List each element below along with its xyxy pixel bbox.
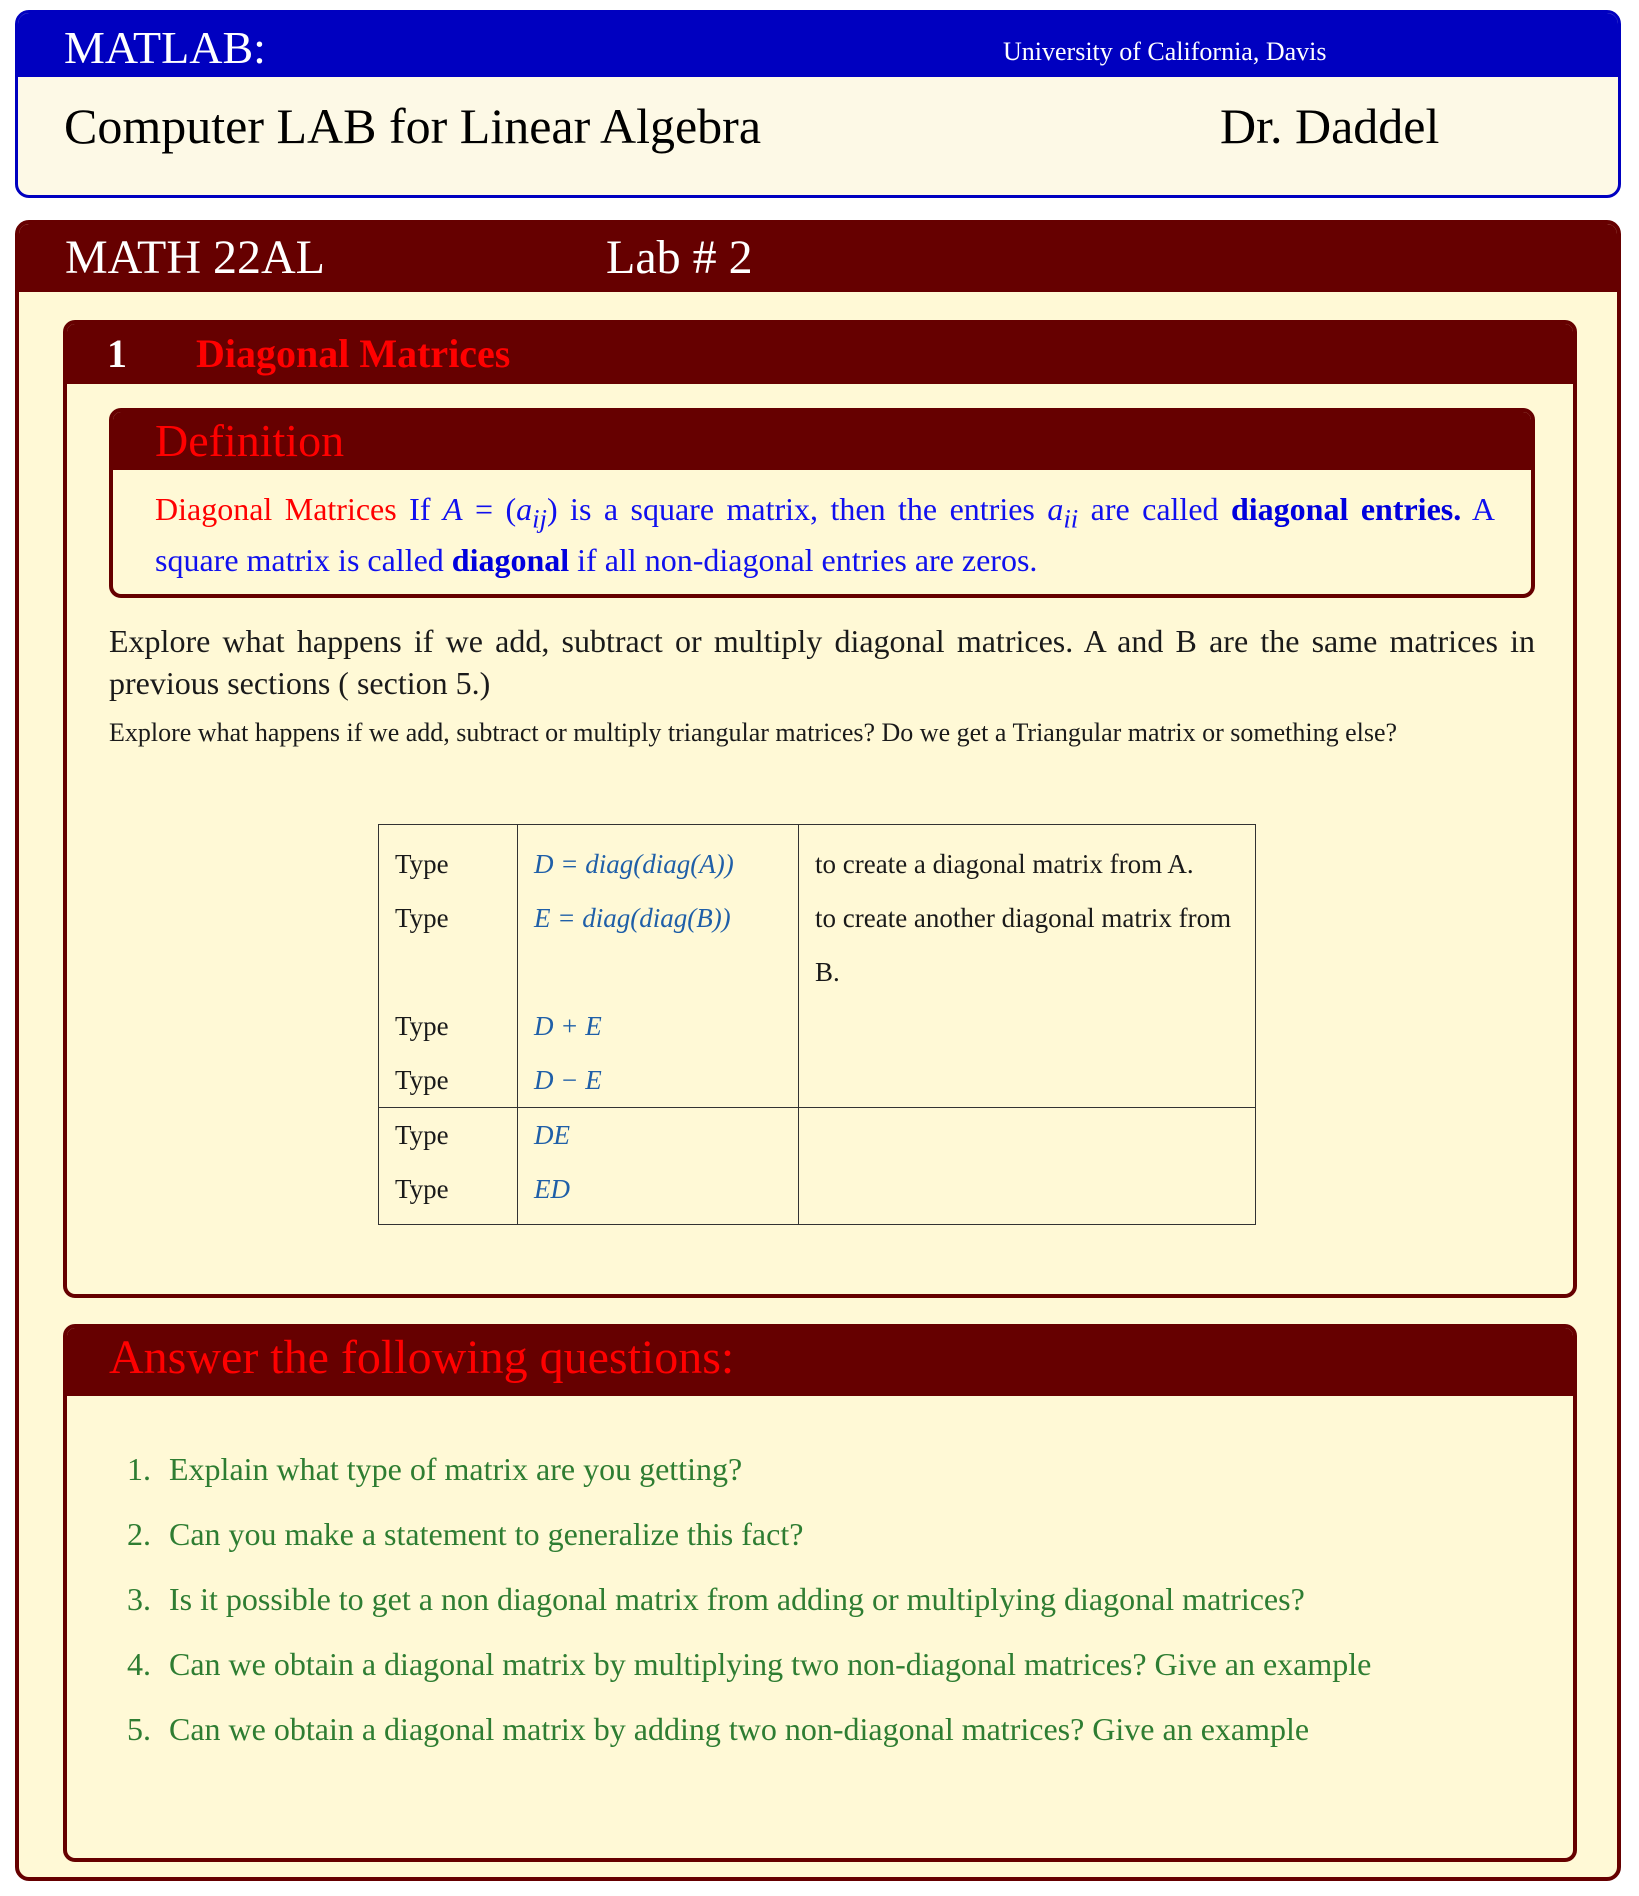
definition-text-part: If	[396, 491, 443, 527]
header-box	[15, 10, 1621, 198]
header-title: MATLAB:	[64, 22, 266, 73]
note-cell	[799, 1053, 1256, 1108]
author-name: Dr. Daddel	[1220, 98, 1440, 154]
definition-box	[109, 408, 1535, 598]
math-A: A	[442, 491, 463, 527]
table-row	[379, 1108, 1256, 1163]
command-cell: ED	[518, 1162, 799, 1225]
action-cell: Type	[379, 1108, 518, 1163]
bold-diagonal: diagonal	[451, 542, 570, 579]
table-row	[379, 891, 1256, 999]
definition-text-part: A square matrix is called	[155, 491, 1496, 579]
questions-box	[63, 1324, 1577, 1862]
definition-text-part: ) is a square matrix, then the entries	[546, 491, 1048, 527]
math-subscript-ij: ij	[532, 503, 547, 534]
math-subscript-ii: ii	[1063, 503, 1079, 534]
table-row	[379, 1053, 1256, 1108]
question-item	[127, 1708, 1511, 1750]
section-box	[63, 320, 1577, 1298]
question-item	[127, 1643, 1511, 1685]
course-code: MATH 22AL	[65, 231, 325, 284]
note-cell: to create another diagonal matrix from B.	[799, 891, 1256, 999]
math-a: a	[516, 491, 533, 527]
note-cell	[799, 1162, 1256, 1225]
note-cell	[799, 1108, 1256, 1163]
lab-number: Lab # 2	[606, 231, 753, 284]
questions-heading: Answer the following questions:	[109, 1331, 735, 1384]
note-cell	[799, 999, 1256, 1053]
definition-heading: Definition	[155, 415, 345, 466]
course-title: Computer LAB for Linear Algebra	[64, 98, 762, 154]
question-number: 4.	[127, 1646, 151, 1682]
action-cell: Type	[379, 1053, 518, 1108]
question-number: 1.	[127, 1451, 151, 1487]
table-row	[379, 999, 1256, 1053]
definition-text	[155, 488, 1495, 581]
question-text: Can you make a statement to generalize this fact?	[169, 1516, 804, 1552]
bold-diagonal-entries: diagonal entries.	[1230, 491, 1462, 527]
command-cell: D − E	[518, 1053, 799, 1108]
questions-list	[127, 1448, 1511, 1773]
action-cell: Type	[379, 999, 518, 1053]
command-cell: E = diag(diag(B))	[518, 891, 799, 999]
explore-paragraph-triangular: Explore what happens if we add, subtract or multiply triangular matrices? Do we get a Triangular matrix or something else?	[109, 718, 1398, 747]
definition-text-part: if all non-diagonal entries are zeros.	[569, 542, 1038, 579]
definition-text-part: are called	[1078, 491, 1231, 527]
question-number: 5.	[127, 1711, 151, 1747]
university-name: University of California, Davis	[1003, 37, 1327, 66]
command-cell: D + E	[518, 999, 799, 1053]
command-cell: D = diag(diag(A))	[518, 825, 799, 892]
definition-term: Diagonal Matrices	[155, 491, 397, 527]
question-number: 2.	[127, 1516, 151, 1552]
question-number: 3.	[127, 1581, 151, 1617]
question-text: Can we obtain a diagonal matrix by adding two non-diagonal matrices? Give an example	[169, 1711, 1310, 1747]
explore-paragraph-diagonal: Explore what happens if we add, subtract or multiply diagonal matrices. A and B are the same matrices in previous sections ( section 5.)	[109, 623, 1535, 701]
command-cell: DE	[518, 1108, 799, 1163]
question-item	[127, 1448, 1511, 1490]
question-text: Explain what type of matrix are you getting?	[169, 1451, 743, 1487]
question-item	[127, 1513, 1511, 1555]
section-title: Diagonal Matrices	[196, 331, 511, 376]
action-cell: Type	[379, 825, 518, 892]
section-number: 1	[107, 331, 127, 376]
question-text: Is it possible to get a non diagonal matrix from adding or multiplying diagonal matrices?	[169, 1581, 1305, 1617]
table-row	[379, 1162, 1256, 1225]
question-text: Can we obtain a diagonal matrix by multiplying two non-diagonal matrices? Give an example	[169, 1646, 1372, 1682]
definition-text-part: = (	[462, 491, 517, 527]
note-cell: to create a diagonal matrix from A.	[799, 825, 1256, 892]
table-row	[379, 825, 1256, 892]
command-table	[378, 824, 1256, 1225]
action-cell: Type	[379, 891, 518, 999]
action-cell: Type	[379, 1162, 518, 1225]
question-item	[127, 1578, 1511, 1620]
math-a: a	[1047, 491, 1064, 527]
lab-box	[15, 220, 1621, 1881]
